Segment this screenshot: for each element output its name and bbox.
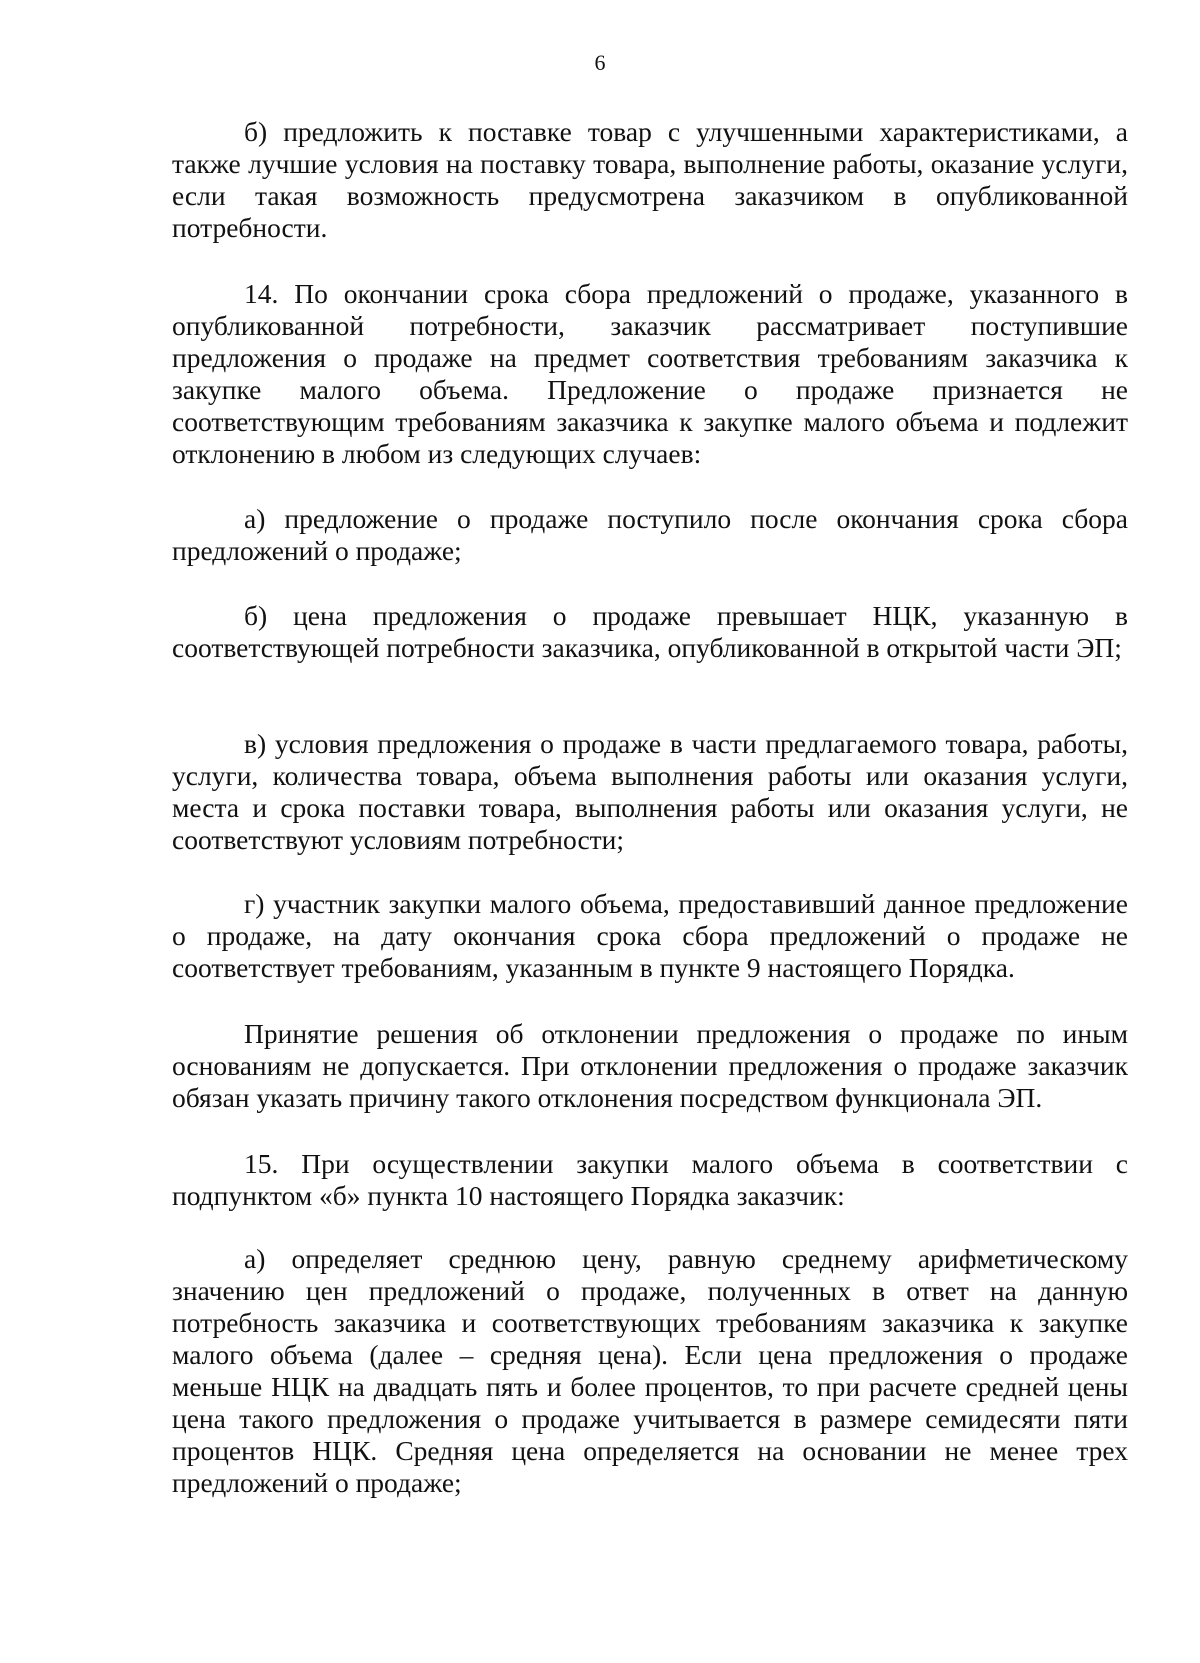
paragraph-v-conditions-mismatch: в) условия предложения о продаже в части предлагаемого товара, работы, услуги, количества товара, объема выполнения работы или оказания услуги, места и срока поставки товара, выполнения работы или оказания услуги, не соответствуют условиям потребности; [172,728,1128,855]
paragraph-15-procurement: 15. При осуществлении закупки малого объема в соответствии с подпунктом «б» пункта 10 настоящего Порядка заказчик: [172,1148,1128,1211]
page-number: 6 [594,50,606,75]
paragraph-b-improved-goods: б) предложить к поставке товар с улучшенными характеристиками, а также лучшие условия на поставку товара, выполнение работы, оказание услуги, если такая возможность предусмотрена заказчиком в опубликованной потребности. [172,116,1128,243]
paragraph-a-average-price: а) определяет среднюю цену, равную среднему арифметическому значению цен предложений о продаже, полученных в ответ на данную потребность заказчика и соответствующих требованиям заказчика к закупке малого объема (далее – средняя цена). Если цена предложения о продаже меньше НЦК на двадцать пять и более процентов, то при расчете средней цены цена такого предложения о продаже учитывается в размере семидесяти пяти процентов НЦК. Средняя цена определяется на основании не менее трех предложений о продаже; [172,1243,1128,1498]
paragraph-14-review-offers: 14. По окончании срока сбора предложений о продаже, указанного в опубликованной потребности, заказчик рассматривает поступившие предложения о продаже на предмет соответствия требованиям заказчика к закупке малого объема. Предложение о продаже признается не соответствующим требованиям заказчика к закупке малого объема и подлежит отклонению в любом из следующих случаев: [172,278,1128,469]
paragraph-a-late-offer: а) предложение о продаже поступило после окончания срока сбора предложений о продаже; [172,503,1128,566]
paragraph-g-participant-mismatch: г) участник закупки малого объема, предоставивший данное предложение о продаже, на дату окончания срока сбора предложений о продаже не соответствует требованиям, указанным в пункте 9 настоящего Порядка. [172,888,1128,983]
paragraph-b-price-exceeds: б) цена предложения о продаже превышает НЦК, указанную в соответствующей потребности заказчика, опубликованной в открытой части ЭП; [172,600,1128,663]
paragraph-rejection-grounds: Принятие решения об отклонении предложения о продаже по иным основаниям не допускается. При отклонении предложения о продаже заказчик обязан указать причину такого отклонения посредством функционала ЭП. [172,1018,1128,1113]
